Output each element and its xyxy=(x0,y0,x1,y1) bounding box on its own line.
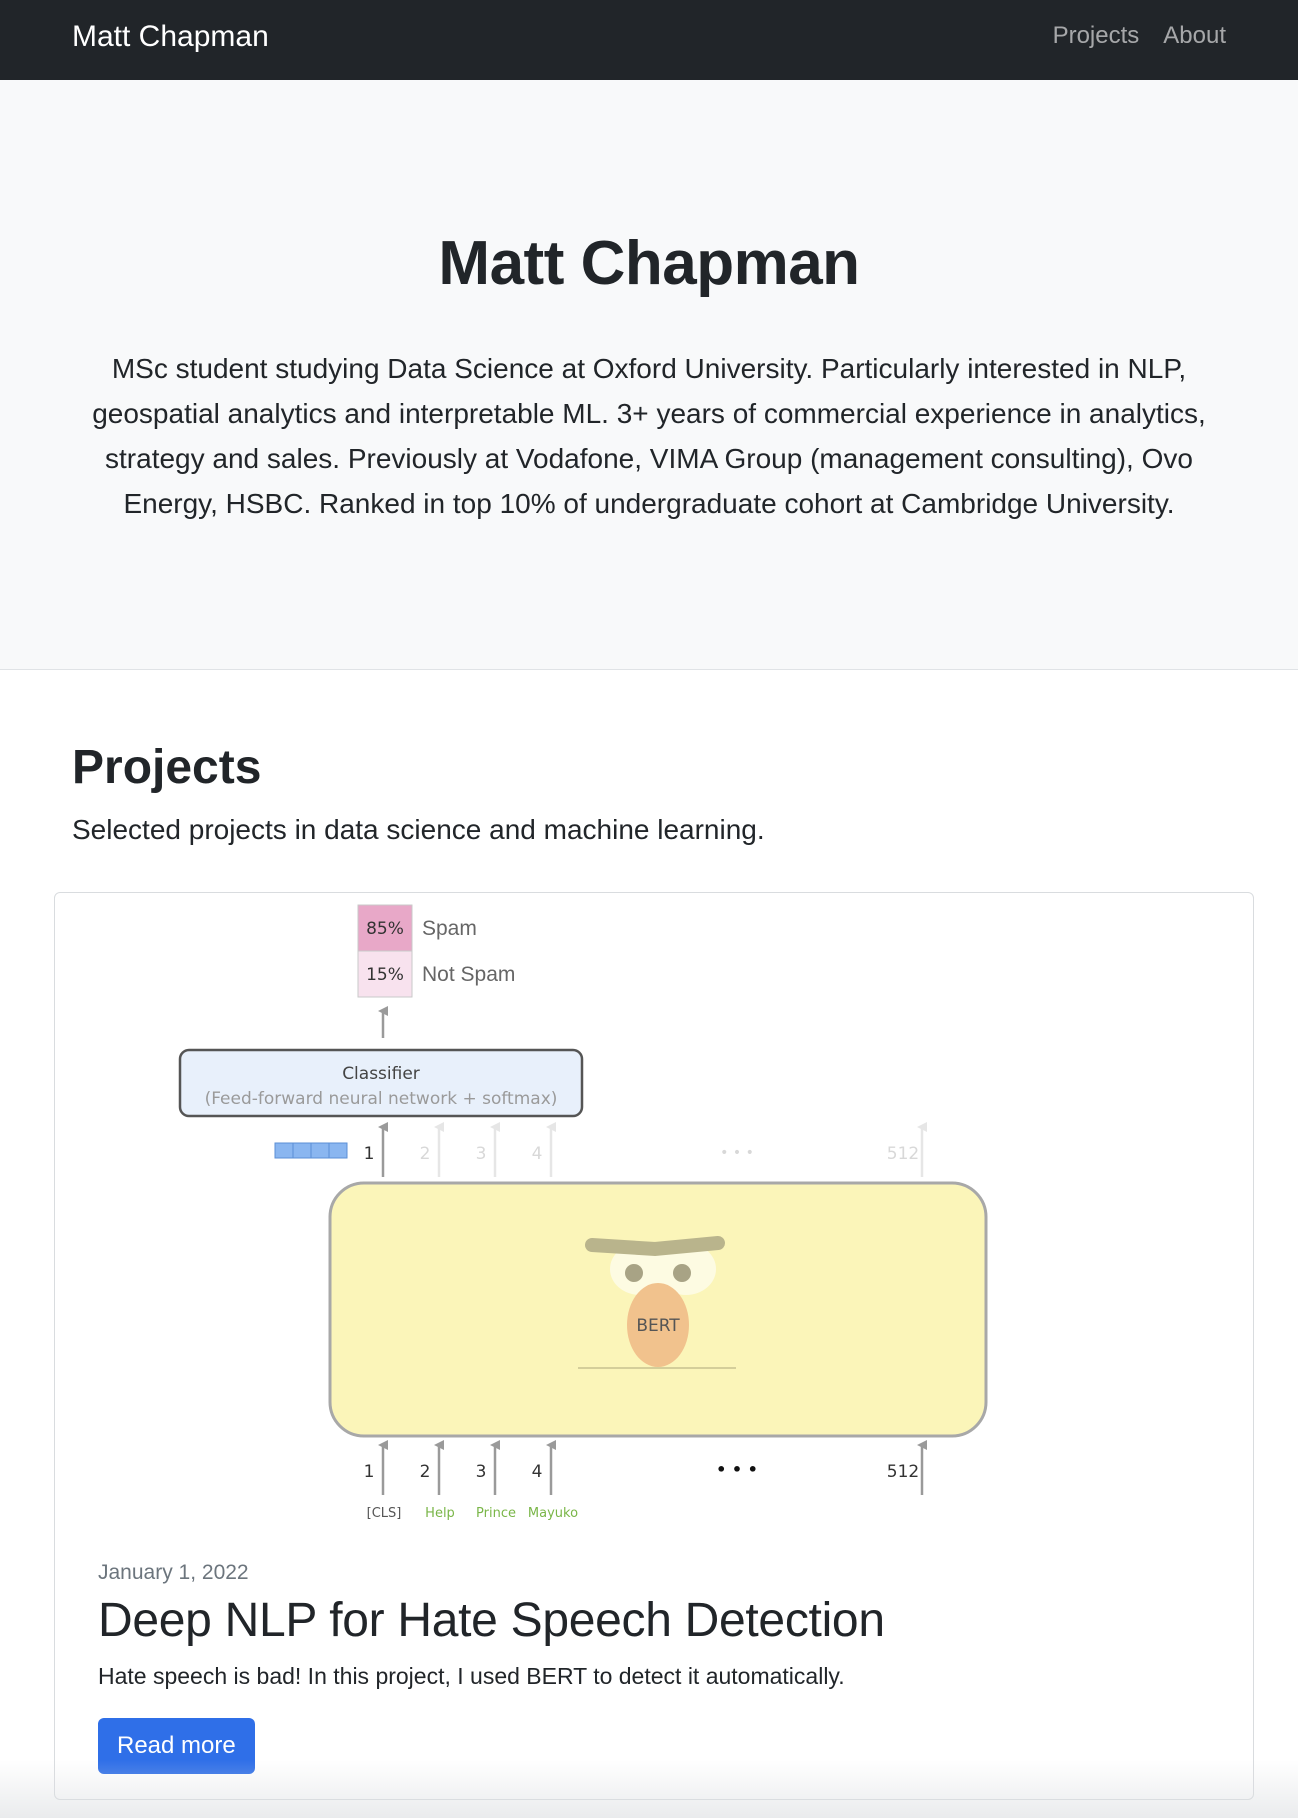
token-mayuko: Mayuko xyxy=(527,1506,579,1521)
project-description: Hate speech is bad! In this project, I used BERT to detect it automatically. xyxy=(98,1663,845,1689)
upper-pos-512: 512 xyxy=(886,1144,920,1164)
input-tokens xyxy=(367,1506,578,1521)
nav-link-projects[interactable]: Projects xyxy=(1052,22,1140,49)
classifier-subtitle: (Feed-forward neural network + softmax) xyxy=(204,1089,558,1109)
lower-pos-2: 2 xyxy=(419,1462,431,1482)
lower-pos-1: 1 xyxy=(363,1462,375,1482)
token-help: Help xyxy=(425,1506,455,1521)
nav-link-about[interactable]: About xyxy=(1163,22,1226,49)
bert-diagram xyxy=(55,893,1253,1533)
cls-embedding-vector xyxy=(275,1143,347,1158)
classifier-box xyxy=(180,1050,582,1116)
upper-pos-2: 2 xyxy=(419,1144,431,1164)
bert-model-box xyxy=(330,1183,986,1436)
nav-links xyxy=(1053,22,1226,50)
projects-heading: Projects xyxy=(72,741,262,794)
upper-pos-3: 3 xyxy=(475,1144,487,1164)
token-prince: Prince xyxy=(476,1506,516,1521)
upper-position-arrows xyxy=(364,1127,922,1177)
navbar-brand[interactable]: Matt Chapman xyxy=(72,20,269,53)
output-probabilities xyxy=(358,905,515,997)
projects-subtitle: Selected projects in data science and machine learning. xyxy=(72,814,765,845)
upper-pos-1: 1 xyxy=(363,1144,375,1164)
hero-section xyxy=(0,80,1298,670)
bert-label: BERT xyxy=(636,1316,680,1336)
lower-pos-4: 4 xyxy=(531,1462,543,1482)
not-spam-prob-value: 15% xyxy=(366,965,404,985)
lower-pos-512: 512 xyxy=(886,1462,920,1482)
spam-label: Spam xyxy=(422,917,477,940)
project-title[interactable]: Deep NLP for Hate Speech Detection xyxy=(98,1594,885,1647)
lower-position-arrows xyxy=(364,1445,922,1495)
project-date: January 1, 2022 xyxy=(98,1561,249,1584)
spam-prob-value: 85% xyxy=(366,919,404,939)
hero-title: Matt Chapman xyxy=(438,229,860,298)
upper-pos-4: 4 xyxy=(531,1144,543,1164)
lower-pos-3: 3 xyxy=(475,1462,487,1482)
project-card xyxy=(54,892,1254,1800)
classifier-title: Classifier xyxy=(342,1064,420,1084)
hero-lead: MSc student studying Data Science at Oxford University. Particularly interested in NLP, geospatial analytics and interpretable ML. 3+ years of commercial experience in analytics, strategy and sales. Previously at Vodafone, VIMA Group (management consulting), Ovo Energy, HSBC. Ranked in top 10% of undergraduate cohort at Cambridge University. xyxy=(92,353,1206,519)
read-more-button[interactable]: Read more xyxy=(98,1718,255,1774)
lower-ellipsis: • • • xyxy=(716,1460,758,1479)
token-cls: [CLS] xyxy=(366,1506,402,1521)
upper-ellipsis: • • • xyxy=(720,1145,754,1161)
navbar xyxy=(0,0,1298,80)
not-spam-label: Not Spam xyxy=(422,963,516,986)
